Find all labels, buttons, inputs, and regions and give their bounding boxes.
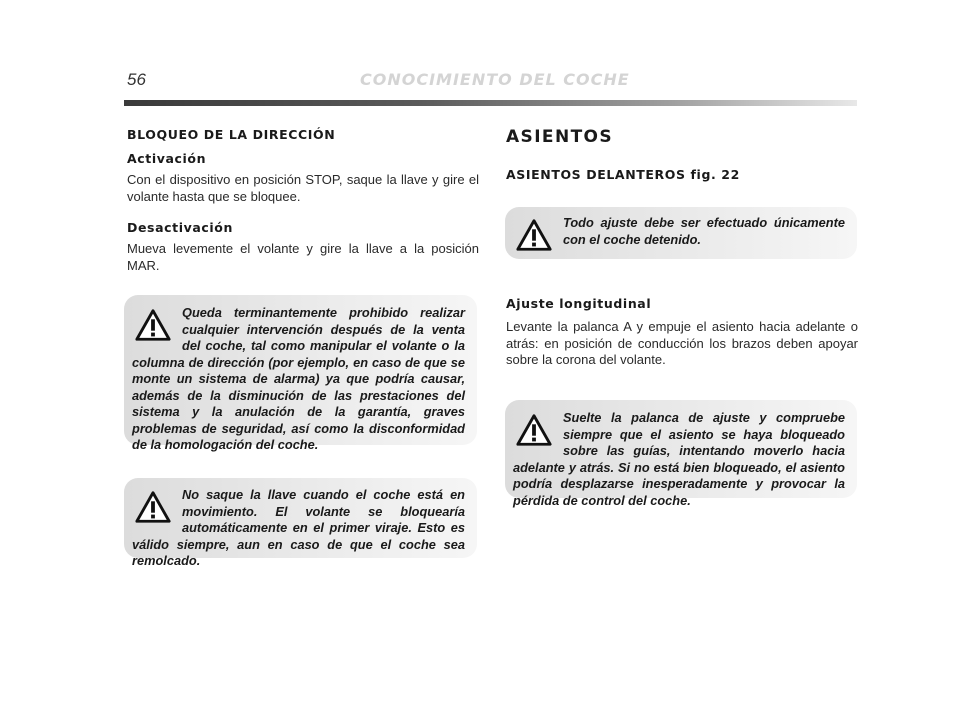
steering-lock-heading: BLOQUEO DE LA DIRECCIÓN (127, 127, 336, 142)
front-seats-heading: ASIENTOS DELANTEROS fig. 22 (506, 167, 740, 182)
deactivation-heading: Desactivación (127, 220, 233, 235)
left-column (127, 127, 479, 274)
warning-text-adjust-stopped: Todo ajuste debe ser efectuado únicamente con el coche detenido. (563, 215, 845, 247)
longitudinal-adjust-block (506, 296, 858, 369)
running-head: CONOCIMIENTO DEL COCHE (360, 70, 630, 89)
header-rule (124, 100, 857, 106)
activation-heading: Activación (127, 151, 207, 166)
warning-box-steering-modification (124, 295, 477, 452)
longitudinal-adjust-heading: Ajuste longitudinal (506, 296, 652, 311)
warning-box-key-removal (124, 478, 477, 568)
longitudinal-adjust-text: Levante la palanca A y empuje el asiento hacia adelante o atrás: en posición de conducción los brazos deben apoyar sobre la corona del volante. (506, 319, 858, 367)
page-number: 56 (127, 70, 146, 89)
warning-text-steering-modification: Queda terminantemente prohibido realizar cualquier intervención después de la venta del coche, tal como manipular el volante o la columna de dirección (por ejemplo, en caso de que se monte un sistema de alarma) ya que podría causar, además de la disminución de las prestaciones del sistema y la anulación de la garantía, graves problemas de seguridad, así como la disconformidad de la homologación del coche. (132, 305, 465, 452)
warning-text-key-removal: No saque la llave cuando el coche está en movimiento. El volante se bloquearía automáticamente en el primer viraje. Esto es válido siempre, aun en caso de que el coche sea remolcado. (132, 487, 465, 568)
warning-box-seat-lock (505, 400, 857, 508)
warning-triangle-icon (134, 489, 172, 525)
activation-text: Con el dispositivo en posición STOP, saque la llave y gire el volante hasta que se bloquee. (127, 172, 479, 204)
deactivation-text: Mueva levemente el volante y gire la llave a la posición MAR. (127, 241, 479, 273)
seats-section-title: ASIENTOS (506, 127, 614, 147)
warning-triangle-icon (515, 412, 553, 448)
warning-triangle-icon (515, 217, 553, 253)
right-column (506, 127, 858, 182)
warning-triangle-icon (134, 307, 172, 343)
warning-text-seat-lock: Suelte la palanca de ajuste y compruebe siempre que el asiento se haya bloqueado sobre las guías, intentando moverlo hacia adelante y atrás. Si no está bien bloqueado, el asiento podría desplazarse inesperadamente y provocar la pérdida de control del coche. (513, 410, 845, 508)
warning-box-adjust-stopped (505, 207, 857, 259)
